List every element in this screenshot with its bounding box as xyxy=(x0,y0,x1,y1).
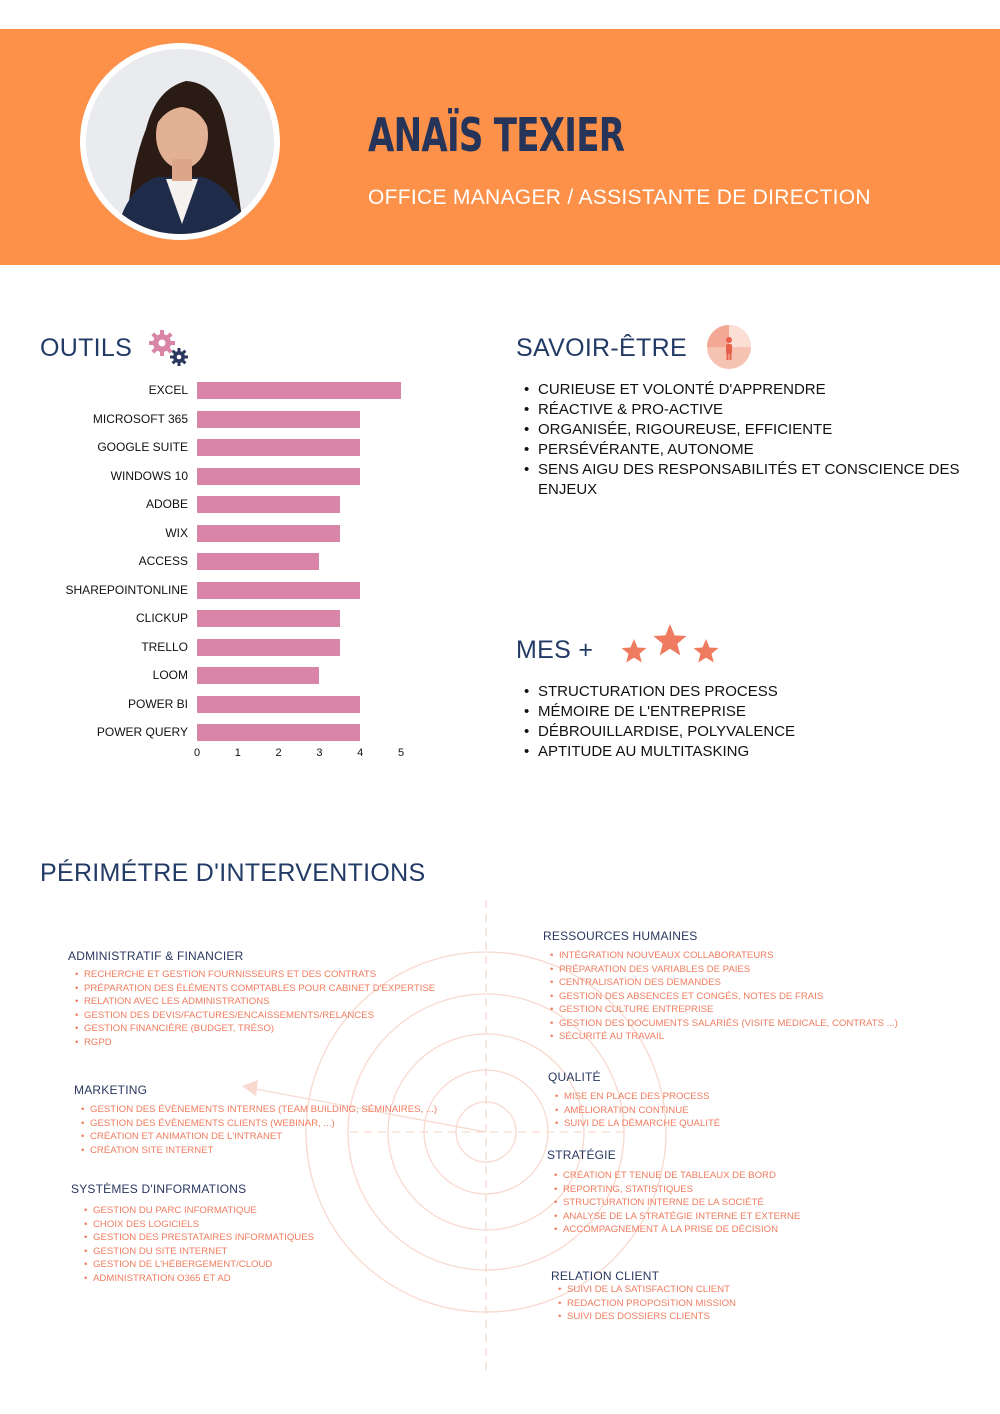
list-item: • CRÉATION ET TENUE DE TABLEAUX DE BORD xyxy=(554,1169,800,1183)
list-item: • GESTION DES ÉVÈNEMENTS CLIENTS (WEBINAR, ...) xyxy=(81,1117,437,1131)
axis-tick-label: 2 xyxy=(275,747,282,759)
list-item: • CHOIX DES LOGICIELS xyxy=(84,1218,314,1232)
perimetre-heading: PÉRIMÉTRE D'INTERVENTIONS xyxy=(40,859,426,887)
list-item: • GESTION DE L'HÉBERGEMENT/CLOUD xyxy=(84,1258,314,1272)
list-item: • APTITUDE AU MULTITASKING xyxy=(524,742,984,762)
area-list-relation-client xyxy=(558,1283,736,1324)
axis-tick-label: 5 xyxy=(397,747,405,759)
list-item: • GESTION FINANCIÈRE (BUDGET, TRÉSO) xyxy=(75,1022,435,1036)
skill-label: ADOBE xyxy=(145,497,188,511)
gears-icon xyxy=(148,330,190,368)
skill-bar xyxy=(197,468,360,485)
list-item: • GESTION CULTURE ENTREPRISE xyxy=(550,1003,898,1017)
mes-plus-heading: MES + xyxy=(516,636,594,664)
list-item: • STRUCTURATION INTERNE DE LA SOCIÉTÉ xyxy=(554,1196,800,1210)
skill-bar xyxy=(197,439,360,456)
list-item: • ORGANISÉE, RIGOUREUSE, EFFICIENTE xyxy=(524,420,984,440)
list-item: • GESTION DES PRESTATAIRES INFORMATIQUES xyxy=(84,1231,314,1245)
skill-label: TRELLO xyxy=(141,639,188,654)
person-pie-icon xyxy=(707,325,751,369)
list-item: • AMÉLIORATION CONTINUE xyxy=(555,1104,720,1118)
skill-bar xyxy=(197,639,340,656)
skill-label: ACCESS xyxy=(138,554,188,568)
list-item: • SENS AIGU DES RESPONSABILITÉS ET CONSCIENCE DES ENJEUX xyxy=(524,460,984,500)
list-item: • ADMINISTRATION O365 ET AD xyxy=(84,1272,314,1286)
axis-tick-label: 0 xyxy=(193,747,201,759)
skill-label: POWER BI xyxy=(127,696,188,711)
skill-label: LOOM xyxy=(152,668,188,682)
list-item: • PRÉPARATION DES ÉLÉMENTS COMPTABLES POUR CABINET D'EXPERTISE xyxy=(75,982,435,996)
savoir-etre-heading: SAVOIR-ÊTRE xyxy=(516,334,687,362)
skill-label: WIX xyxy=(165,525,188,540)
mes-plus-list xyxy=(524,682,984,762)
skill-bar xyxy=(197,382,401,399)
area-title-relation-client: RELATION CLIENT xyxy=(551,1269,660,1283)
list-item: • CRÉATION SITE INTERNET xyxy=(81,1144,437,1158)
profile-photo xyxy=(80,43,280,240)
skill-bar xyxy=(197,553,319,570)
skill-bar xyxy=(197,696,360,713)
list-item: • CENTRALISATION DES DEMANDES xyxy=(550,976,898,990)
list-item: • REPORTING, STATISTIQUES xyxy=(554,1183,800,1197)
list-item: • STRUCTURATION DES PROCESS xyxy=(524,682,984,702)
area-title-strategie: STRATÉGIE xyxy=(547,1148,616,1162)
list-item: • PRÉPARATION DES VARIABLES DE PAIES xyxy=(550,963,898,977)
candidate-name: ANAÏS TEXIER xyxy=(368,108,625,162)
skill-bar xyxy=(197,610,340,627)
skill-bar xyxy=(197,496,340,513)
list-item: • DÉBROUILLARDISE, POLYVALENCE xyxy=(524,722,984,742)
list-item: • CRÉATION ET ANIMATION DE L'INTRANET xyxy=(81,1130,437,1144)
list-item: • SUIVI DES DOSSIERS CLIENTS xyxy=(558,1310,736,1324)
list-item: • ANALYSE DE LA STRATÉGIE INTERNE ET EXTERNE xyxy=(554,1210,800,1224)
job-title: OFFICE MANAGER / ASSISTANTE DE DIRECTION xyxy=(368,186,871,209)
area-list-marketing xyxy=(81,1103,437,1157)
list-item: • GESTION DES ÉVÈNEMENTS INTERNES (TEAM BUILDING, SÉMINAIRES, ...) xyxy=(81,1103,437,1117)
axis-tick-label: 3 xyxy=(316,747,323,759)
list-item: • ACCOMPAGNEMENT À LA PRISE DE DÉCISION xyxy=(554,1223,800,1237)
list-item: • MÉMOIRE DE L'ENTREPRISE xyxy=(524,702,984,722)
skill-label: SHAREPOINTONLINE xyxy=(65,582,188,597)
skill-bar xyxy=(197,525,340,542)
list-item: • SÉCURITÉ AU TRAVAIL xyxy=(550,1030,898,1044)
list-item: • GESTION DES DEVIS/FACTURES/ENCAISSEMENTS/RELANCES xyxy=(75,1009,435,1023)
axis-tick-label: 1 xyxy=(234,747,241,759)
skill-label: POWER QUERY xyxy=(96,725,188,739)
list-item: • GESTION DES DOCUMENTS SALARIÉS (VISITE MEDICALE, CONTRATS ...) xyxy=(550,1017,898,1031)
list-item: • GESTION DES ABSENCES ET CONGÉS, NOTES DE FRAIS xyxy=(550,990,898,1004)
area-list-si xyxy=(84,1204,314,1285)
tools-heading: OUTILS xyxy=(40,334,133,362)
skill-bar xyxy=(197,411,360,428)
skill-bar xyxy=(197,724,360,741)
area-list-admin xyxy=(75,968,435,1049)
list-item: • GESTION DU PARC INFORMATIQUE xyxy=(84,1204,314,1218)
list-item: • INTÉGRATION NOUVEAUX COLLABORATEURS xyxy=(550,949,898,963)
skill-bar xyxy=(197,582,360,599)
list-item: • REDACTION PROPOSITION MISSION xyxy=(558,1297,736,1311)
area-title-qualite: QUALITÉ xyxy=(548,1070,601,1084)
list-item: • MISE EN PLACE DES PROCESS xyxy=(555,1090,720,1104)
list-item: • RÉACTIVE & PRO-ACTIVE xyxy=(524,400,984,420)
area-title-marketing: MARKETING xyxy=(74,1083,148,1097)
area-title-rh: RESSOURCES HUMAINES xyxy=(543,929,698,943)
skill-label: WINDOWS 10 xyxy=(110,468,188,483)
area-list-strategie xyxy=(554,1169,800,1237)
list-item: • GESTION DU SITE INTERNET xyxy=(84,1245,314,1259)
list-item: • RGPD xyxy=(75,1036,435,1050)
skill-label: CLICKUP xyxy=(135,611,188,625)
skill-label: MICROSOFT 365 xyxy=(92,411,188,426)
area-title-si: SYSTÈMES D'INFORMATIONS xyxy=(71,1182,247,1196)
list-item: • SUIVI DE LA DÉMARCHE QUALITÉ xyxy=(555,1117,720,1131)
list-item: • SUIVI DE LA SATISFACTION CLIENT xyxy=(558,1283,736,1297)
skill-label: EXCEL xyxy=(148,383,188,397)
skill-label: GOOGLE SUITE xyxy=(97,440,188,454)
list-item: • PERSÉVÉRANTE, AUTONOME xyxy=(524,440,984,460)
list-item: • CURIEUSE ET VOLONTÉ D'APPRENDRE xyxy=(524,380,984,400)
savoir-etre-list xyxy=(524,380,984,500)
area-list-qualite xyxy=(555,1090,720,1131)
area-list-rh xyxy=(550,949,898,1044)
list-item: • RELATION AVEC LES ADMINISTRATIONS xyxy=(75,995,435,1009)
list-item: • RECHERCHE ET GESTION FOURNISSEURS ET DES CONTRATS xyxy=(75,968,435,982)
area-title-admin: ADMINISTRATIF & FINANCIER xyxy=(68,949,244,963)
stars-icon xyxy=(618,623,722,669)
skill-bar xyxy=(197,667,319,684)
axis-tick-label: 4 xyxy=(357,747,364,759)
